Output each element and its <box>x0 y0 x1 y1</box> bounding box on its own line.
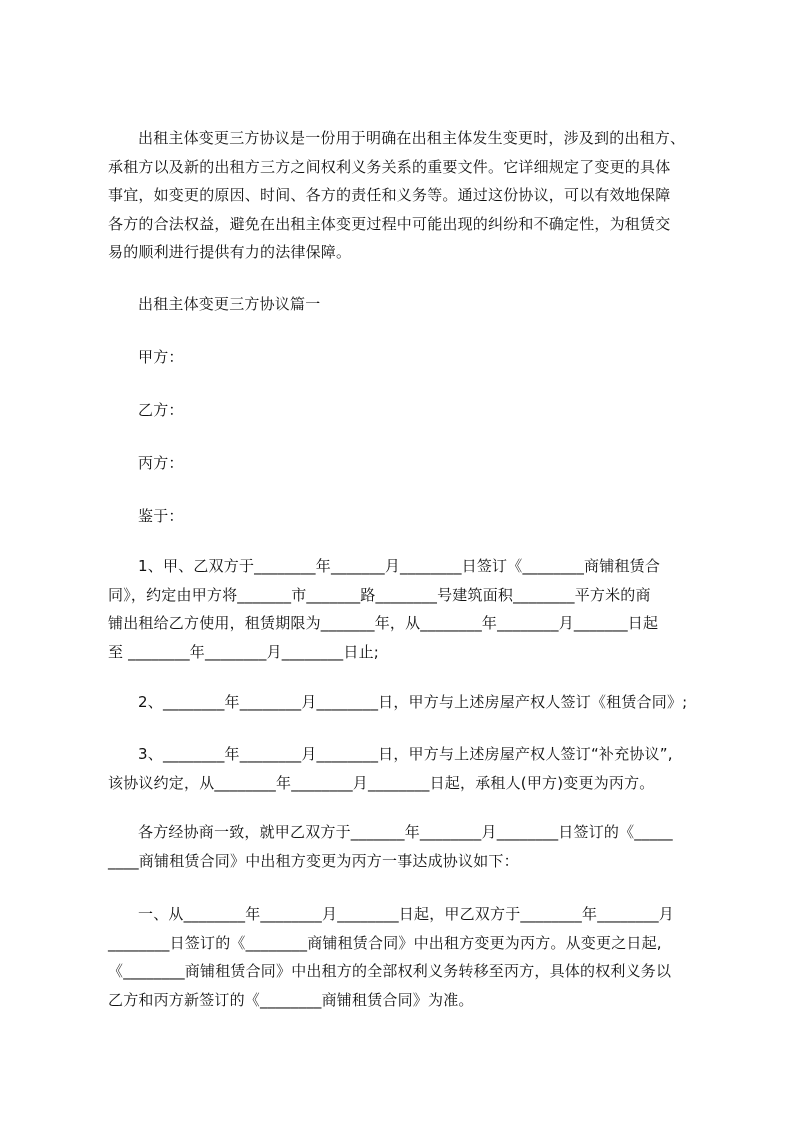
party-b-label: 乙方： <box>138 401 184 419</box>
consensus-line: ____商铺租赁合同》中出租方变更为丙方一事达成协议如下： <box>108 851 519 870</box>
clause-1 <box>108 552 688 666</box>
clause-line: 3、________年________月________日，甲方与上述房屋产权人签订“补充协议”, <box>138 745 673 763</box>
party-b-line <box>108 396 688 425</box>
party-a-label: 甲方： <box>138 348 184 366</box>
clause-line: 同》，约定由甲方将_______市_______路________号建筑面积________平方米的商 <box>108 585 651 604</box>
clause-3 <box>108 740 688 797</box>
intro-line: 易的顺利进行提供有力的法律保障。 <box>108 243 352 261</box>
whereas-line <box>108 502 688 531</box>
document-heading: 出租主体变更三方协议篇一 <box>138 295 321 313</box>
intro-line: 事宜，如变更的原因、时间、各方的责任和义务等。通过这份协议，可以有效地保障 <box>108 186 671 204</box>
article-1 <box>108 900 688 1014</box>
intro-line: 各方的合法权益，避免在出租主体变更过程中可能出现的纠纷和不确定性，为租赁交 <box>108 214 671 233</box>
party-c-label: 丙方： <box>138 454 184 472</box>
intro-line: 承租方以及新的出租方三方之间权利义务关系的重要文件。它详细规定了变更的具体 <box>108 157 671 176</box>
article-line: 乙方和丙方新签订的《________商铺租赁合同》为准。 <box>108 990 474 1009</box>
intro-paragraph <box>108 124 688 267</box>
clause-line: 该协议约定，从________年________月________日起，承租人(甲方)变更为丙方。 <box>108 773 655 792</box>
consensus-line: 各方经协商一致，就甲乙双方于_______年________月________日签订的《_____ <box>138 823 673 841</box>
clause-line: 2、________年________月________日，甲方与上述房屋产权人签订《租赁合同》; <box>138 693 688 711</box>
article-line: 一、从________年________月________日起，甲乙双方于________年________月 <box>138 905 675 923</box>
party-c-line <box>108 449 688 478</box>
clause-line: 1、甲、乙双方于________年_______月________日签订《________商铺租赁合 <box>138 557 661 575</box>
clause-line: 至 ________年________月________日止; <box>108 642 380 661</box>
intro-line: 出租主体变更三方协议是一份用于明确在出租主体发生变更时，涉及到的出租方、 <box>138 129 686 147</box>
heading-line <box>108 290 688 319</box>
party-a-line <box>108 343 688 372</box>
clause-2 <box>108 688 688 717</box>
clause-line: 铺出租给乙方使用，租赁期限为_______年，从________年________月_______日起 <box>108 614 659 632</box>
article-line: 《________商铺租赁合同》中出租方的全部权利义务转移至丙方，具体的权利义务以 <box>108 962 672 980</box>
whereas-label: 鉴于： <box>138 507 184 525</box>
article-line: ________日签订的《________商铺租赁合同》中出租方变更为丙方。从变更之日起, <box>108 933 662 952</box>
consensus-paragraph <box>108 818 688 875</box>
